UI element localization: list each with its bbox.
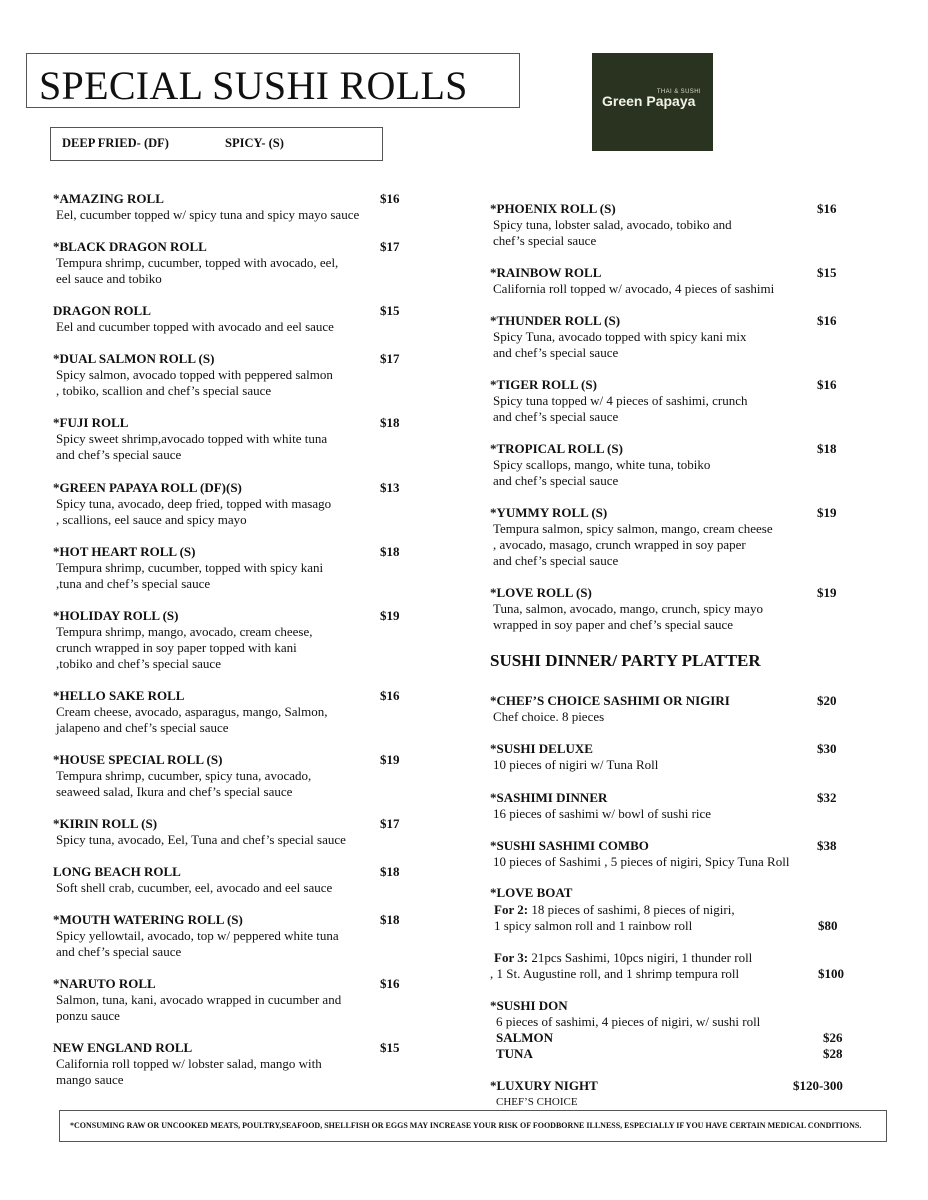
- love-boat-for3: [494, 950, 752, 966]
- item-price: $38: [817, 838, 837, 853]
- disclaimer-text: *CONSUMING RAW OR UNCOOKED MEATS, POULTRY,SEAFOOD, SHELLFISH OR EGGS MAY INCREASE YOUR RISK OF FOODBORNE ILLNESS, ESPECIALLY IF YOU HAVE CERTAIN MEDICAL CONDITIONS.: [70, 1121, 862, 1130]
- item-name: *SASHIMI DINNER: [490, 790, 608, 805]
- menu-item: [53, 544, 400, 592]
- legend-box: [50, 127, 383, 161]
- item-price: $18: [817, 441, 837, 456]
- item-price: $18: [380, 912, 400, 927]
- item-description: Spicy salmon, avocado topped with peppered salmon: [56, 367, 333, 382]
- menu-item: [53, 1040, 400, 1088]
- item-name: *FUJI ROLL: [53, 415, 129, 430]
- menu-item: [53, 864, 400, 896]
- item-description: Spicy yellowtail, avocado, top w/ peppered white tuna: [56, 928, 339, 943]
- item-price: $17: [380, 816, 400, 831]
- item-description: and chef’s special sauce: [493, 473, 619, 488]
- love-boat-for3-line1: 21pcs Sashimi, 10pcs nigiri, 1 thunder roll: [528, 950, 753, 965]
- item-description: and chef’s special sauce: [493, 553, 619, 568]
- item-name: *TIGER ROLL (S): [490, 377, 597, 392]
- menu-item: [490, 585, 837, 633]
- item-name: *BLACK DRAGON ROLL: [53, 239, 207, 254]
- item-price: $19: [817, 585, 837, 600]
- item-description: Tempura salmon, spicy salmon, mango, cream cheese: [493, 521, 773, 536]
- item-price: $15: [817, 265, 837, 280]
- item-description: mango sauce: [56, 1072, 124, 1087]
- menu-item: [53, 688, 400, 736]
- love-boat-for2-price: $80: [818, 918, 838, 933]
- disclaimer-box: [59, 1110, 887, 1142]
- page-title: SPECIAL SUSHI ROLLS: [39, 63, 468, 108]
- menu-item: [53, 239, 400, 287]
- item-name: *NARUTO ROLL: [53, 976, 156, 991]
- legend-deep-fried: DEEP FRIED- (DF): [62, 136, 169, 150]
- item-name: *HOLIDAY ROLL (S): [53, 608, 179, 623]
- menu-item: [53, 752, 400, 800]
- sushi-don-tuna-price: $28: [823, 1046, 843, 1061]
- item-price: $16: [380, 976, 400, 991]
- item-description: and chef’s special sauce: [56, 944, 182, 959]
- menu-item: [490, 790, 837, 822]
- item-price: $18: [380, 415, 400, 430]
- item-name: *MOUTH WATERING ROLL (S): [53, 912, 243, 927]
- luxury-night-price: $120-300: [793, 1078, 843, 1093]
- item-description: Spicy tuna, avocado, Eel, Tuna and chef’s special sauce: [56, 832, 346, 847]
- item-name: *HOT HEART ROLL (S): [53, 544, 196, 559]
- item-price: $20: [817, 693, 837, 708]
- luxury-night-desc: CHEF’S CHOICE: [496, 1096, 578, 1108]
- menu-item: [53, 303, 400, 335]
- item-name: LONG BEACH ROLL: [53, 864, 181, 879]
- title-box: [26, 53, 520, 108]
- menu-item: [53, 608, 400, 672]
- menu-item: [53, 816, 400, 848]
- item-description: and chef’s special sauce: [493, 345, 619, 360]
- menu-item: [53, 351, 400, 399]
- menu-item: [490, 201, 837, 249]
- item-description: , avocado, masago, crunch wrapped in soy paper: [493, 537, 746, 552]
- item-name: NEW ENGLAND ROLL: [53, 1040, 193, 1055]
- item-description: chef’s special sauce: [493, 233, 597, 248]
- logo-name: Green Papaya: [602, 93, 696, 109]
- item-name: *SUSHI DELUXE: [490, 741, 593, 756]
- menu-item: [53, 191, 400, 223]
- item-price: $16: [380, 688, 400, 703]
- item-name: *GREEN PAPAYA ROLL (DF)(S): [53, 480, 242, 495]
- item-description: jalapeno and chef’s special sauce: [56, 720, 229, 735]
- item-description: Tempura shrimp, cucumber, spicy tuna, avocado,: [56, 768, 312, 783]
- item-description: Eel and cucumber topped with avocado and eel sauce: [56, 319, 334, 334]
- menu-item: [490, 377, 837, 425]
- item-name: *PHOENIX ROLL (S): [490, 201, 616, 216]
- item-name: *LOVE ROLL (S): [490, 585, 592, 600]
- love-boat-for2: [494, 902, 735, 918]
- legend-spicy: SPICY- (S): [225, 136, 284, 150]
- sushi-don-salmon-label: SALMON: [496, 1030, 554, 1045]
- item-description: Spicy tuna, lobster salad, avocado, tobiko and: [493, 217, 732, 232]
- item-price: $18: [380, 544, 400, 559]
- item-description: Spicy Tuna, avocado topped with spicy kani mix: [493, 329, 747, 344]
- item-price: $32: [817, 790, 837, 805]
- item-price: $16: [817, 201, 837, 216]
- logo-tagline: THAI & SUSHI: [656, 89, 701, 95]
- item-name: *TROPICAL ROLL (S): [490, 441, 623, 456]
- item-description: Spicy sweet shrimp,avocado topped with white tuna: [56, 431, 328, 446]
- item-price: $16: [817, 313, 837, 328]
- item-description: Eel, cucumber topped w/ spicy tuna and spicy mayo sauce: [56, 207, 360, 222]
- item-description: , scallions, eel sauce and spicy mayo: [56, 512, 247, 527]
- item-name: *SUSHI SASHIMI COMBO: [490, 838, 649, 853]
- menu-item: [53, 415, 400, 463]
- love-boat-for2-label: For 2:: [494, 902, 529, 917]
- item-description: Spicy tuna, avocado, deep fried, topped with masago: [56, 496, 332, 511]
- love-boat-for2-line1: 18 pieces of sashimi, 8 pieces of nigiri,: [528, 902, 735, 917]
- item-name: *HOUSE SPECIAL ROLL (S): [53, 752, 223, 767]
- item-description: seaweed salad, Ikura and chef’s special sauce: [56, 784, 293, 799]
- menu-item: [53, 976, 400, 1024]
- item-description: eel sauce and tobiko: [56, 271, 162, 286]
- item-description: ponzu sauce: [56, 1008, 120, 1023]
- item-description: Soft shell crab, cucumber, eel, avocado and eel sauce: [56, 880, 333, 895]
- item-description: Salmon, tuna, kani, avocado wrapped in cucumber and: [56, 992, 342, 1007]
- section-title-dinner: SUSHI DINNER/ PARTY PLATTER: [490, 651, 761, 670]
- menu-item: [490, 505, 837, 569]
- item-price: $15: [380, 303, 400, 318]
- menu-item: [490, 441, 837, 489]
- love-boat-name: *LOVE BOAT: [490, 885, 573, 900]
- item-description: Chef choice. 8 pieces: [493, 709, 605, 724]
- sushi-don-desc: 6 pieces of sashimi, 4 pieces of nigiri, w/ sushi roll: [496, 1014, 761, 1029]
- sushi-don-name: *SUSHI DON: [490, 998, 568, 1013]
- item-description: California roll topped w/ avocado, 4 pieces of sashimi: [493, 281, 775, 296]
- item-price: $30: [817, 741, 837, 756]
- item-description: 16 pieces of sashimi w/ bowl of sushi rice: [493, 806, 712, 821]
- item-price: $19: [380, 608, 400, 623]
- item-price: $19: [817, 505, 837, 520]
- item-price: $16: [817, 377, 837, 392]
- menu-item: [490, 313, 837, 361]
- luxury-night-name: *LUXURY NIGHT: [490, 1078, 598, 1093]
- item-description: and chef’s special sauce: [56, 447, 182, 462]
- item-name: *DUAL SALMON ROLL (S): [53, 351, 215, 366]
- menu-item: [490, 741, 837, 773]
- item-name: *AMAZING ROLL: [53, 191, 164, 206]
- item-price: $17: [380, 351, 400, 366]
- item-price: $17: [380, 239, 400, 254]
- love-boat-for2-line2: 1 spicy salmon roll and 1 rainbow roll: [494, 918, 693, 933]
- menu-item: [490, 265, 837, 297]
- item-description: Tempura shrimp, cucumber, topped with spicy kani: [56, 560, 324, 575]
- item-description: Spicy tuna topped w/ 4 pieces of sashimi, crunch: [493, 393, 748, 408]
- menu-item: [490, 838, 837, 870]
- item-description: ,tuna and chef’s special sauce: [56, 576, 211, 591]
- sushi-don-salmon-price: $26: [823, 1030, 843, 1045]
- item-description: Cream cheese, avocado, asparagus, mango, Salmon,: [56, 704, 328, 719]
- item-name: *CHEF’S CHOICE SASHIMI OR NIGIRI: [490, 693, 730, 708]
- menu-item: [490, 693, 837, 725]
- item-name: *HELLO SAKE ROLL: [53, 688, 185, 703]
- love-boat-for3-price: $100: [818, 966, 844, 981]
- love-boat-for3-label: For 3:: [494, 950, 529, 965]
- item-name: *RAINBOW ROLL: [490, 265, 602, 280]
- love-boat-for3-line2: , 1 St. Augustine roll, and 1 shrimp tempura roll: [490, 966, 740, 981]
- item-description: Spicy scallops, mango, white tuna, tobiko: [493, 457, 711, 472]
- item-price: $13: [380, 480, 400, 495]
- menu-item: [53, 480, 400, 528]
- item-price: $19: [380, 752, 400, 767]
- sushi-don-tuna-label: TUNA: [496, 1046, 533, 1061]
- item-description: 10 pieces of Sashimi , 5 pieces of nigiri, Spicy Tuna Roll: [493, 854, 790, 869]
- logo: [592, 53, 713, 151]
- item-description: 10 pieces of nigiri w/ Tuna Roll: [493, 757, 659, 772]
- item-description: wrapped in soy paper and chef’s special sauce: [493, 617, 734, 632]
- item-name: *KIRIN ROLL (S): [53, 816, 158, 831]
- item-name: DRAGON ROLL: [53, 303, 151, 318]
- item-price: $15: [380, 1040, 400, 1055]
- item-price: $16: [380, 191, 400, 206]
- item-description: Tempura shrimp, mango, avocado, cream cheese,: [56, 624, 313, 639]
- item-description: ,tobiko and chef’s special sauce: [56, 656, 221, 671]
- item-name: *YUMMY ROLL (S): [490, 505, 608, 520]
- menu-item: [53, 912, 400, 960]
- item-description: Tempura shrimp, cucumber, topped with avocado, eel,: [56, 255, 339, 270]
- item-description: Tuna, salmon, avocado, mango, crunch, spicy mayo: [493, 601, 763, 616]
- item-description: California roll topped w/ lobster salad, mango with: [56, 1056, 322, 1071]
- item-description: , tobiko, scallion and chef’s special sauce: [56, 383, 272, 398]
- item-price: $18: [380, 864, 400, 879]
- item-name: *THUNDER ROLL (S): [490, 313, 621, 328]
- item-description: crunch wrapped in soy paper topped with kani: [56, 640, 297, 655]
- item-description: and chef’s special sauce: [493, 409, 619, 424]
